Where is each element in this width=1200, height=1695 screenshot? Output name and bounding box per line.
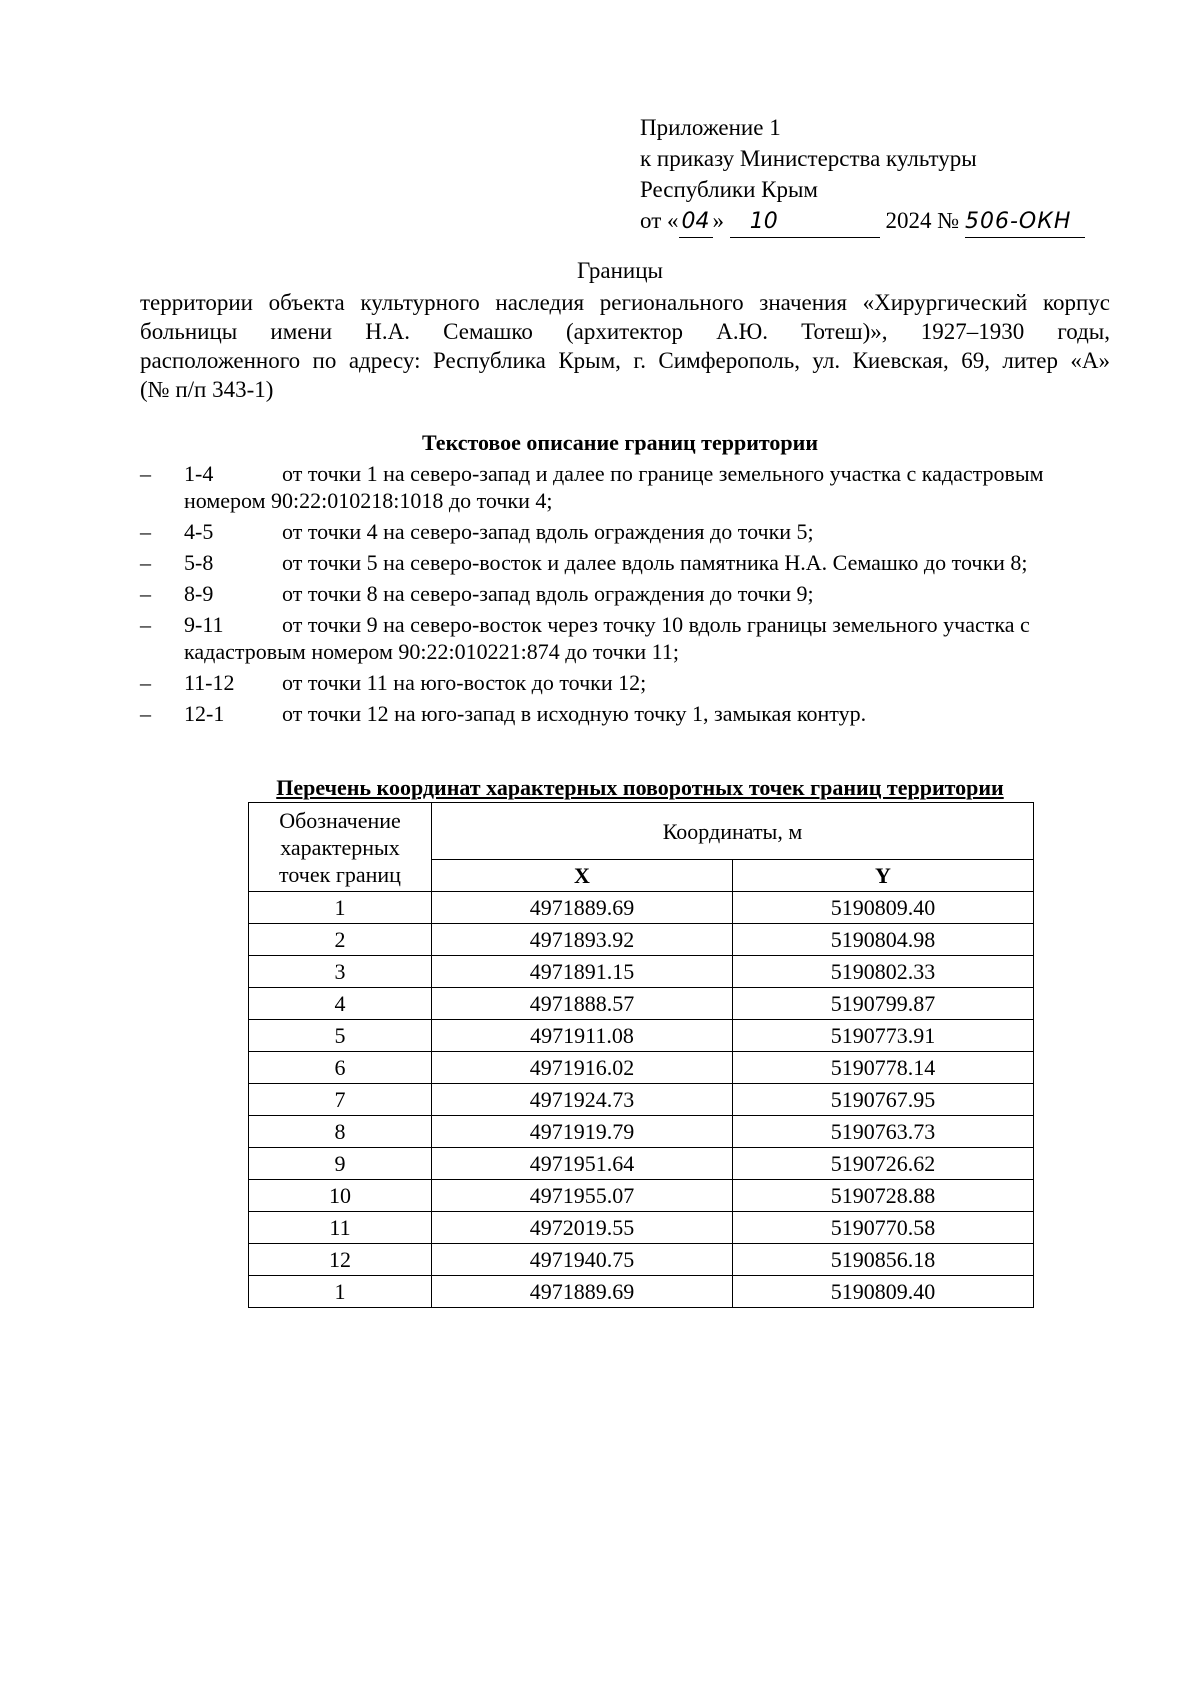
point-cell: 10 bbox=[249, 1180, 432, 1212]
x-cell: 4971919.79 bbox=[432, 1116, 733, 1148]
point-cell: 8 bbox=[249, 1116, 432, 1148]
coordinates-table-title: Перечень координат характерных поворотных точек границ территории bbox=[276, 775, 1004, 800]
boundary-item bbox=[140, 611, 1130, 665]
segment-text: от точки 4 на северо-запад вдоль ограждения до точки 5; bbox=[282, 519, 814, 544]
list-dash: – bbox=[140, 670, 151, 695]
list-dash: – bbox=[140, 581, 151, 606]
y-cell: 5190802.33 bbox=[733, 956, 1034, 988]
segment-label: 5-8 bbox=[184, 550, 214, 575]
segment-label: 11-12 bbox=[184, 670, 235, 695]
y-cell: 5190773.91 bbox=[733, 1020, 1034, 1052]
table-row bbox=[249, 1020, 1034, 1052]
table-row bbox=[249, 1084, 1034, 1116]
y-column-header: Y bbox=[733, 860, 1034, 892]
year-label: 2024 № bbox=[885, 208, 960, 233]
boundary-item bbox=[140, 549, 1130, 576]
point-column-header bbox=[249, 803, 432, 892]
boundary-description-list bbox=[140, 460, 1130, 731]
table-row bbox=[249, 988, 1034, 1020]
x-cell: 4971940.75 bbox=[432, 1244, 733, 1276]
table-row bbox=[249, 924, 1034, 956]
republic-line: Республики Крым bbox=[640, 177, 818, 202]
boundary-item bbox=[140, 460, 1130, 514]
point-header-line: характерных bbox=[280, 834, 400, 860]
y-cell: 5190809.40 bbox=[733, 1276, 1034, 1308]
point-cell: 1 bbox=[249, 1276, 432, 1308]
segment-text: от точки 8 на северо-запад вдоль ограждения до точки 9; bbox=[282, 581, 814, 606]
boundary-item bbox=[140, 669, 1130, 696]
point-cell: 6 bbox=[249, 1052, 432, 1084]
boundary-item bbox=[140, 700, 1130, 727]
table-header-row bbox=[249, 803, 1034, 860]
table-row bbox=[249, 956, 1034, 988]
point-cell: 9 bbox=[249, 1148, 432, 1180]
appendix-label: Приложение 1 bbox=[640, 115, 781, 140]
segment-label: 8-9 bbox=[184, 581, 214, 606]
y-cell: 5190804.98 bbox=[733, 924, 1034, 956]
point-cell: 7 bbox=[249, 1084, 432, 1116]
document-heading: Границы bbox=[577, 258, 663, 283]
x-cell: 4971924.73 bbox=[432, 1084, 733, 1116]
date-day-suffix: » bbox=[712, 208, 724, 233]
segment-label: 12-1 bbox=[184, 701, 225, 726]
point-cell: 3 bbox=[249, 956, 432, 988]
x-cell: 4971889.69 bbox=[432, 892, 733, 924]
y-cell: 5190799.87 bbox=[733, 988, 1034, 1020]
table-row bbox=[249, 1180, 1034, 1212]
point-cell: 11 bbox=[249, 1212, 432, 1244]
coordinates-table bbox=[248, 802, 1034, 1308]
table-row bbox=[249, 1116, 1034, 1148]
point-cell: 5 bbox=[249, 1020, 432, 1052]
segment-text: от точки 12 на юго-запад в исходную точку 1, замыкая контур. bbox=[282, 701, 867, 726]
list-dash: – bbox=[140, 612, 151, 637]
y-cell: 5190778.14 bbox=[733, 1052, 1034, 1084]
x-cell: 4971888.57 bbox=[432, 988, 733, 1020]
order-line: к приказу Министерства культуры bbox=[640, 146, 977, 171]
x-cell: 4971916.02 bbox=[432, 1052, 733, 1084]
coordinates-column-header: Координаты, м bbox=[432, 803, 1034, 860]
table-row bbox=[249, 1212, 1034, 1244]
y-cell: 5190856.18 bbox=[733, 1244, 1034, 1276]
table-row bbox=[249, 1148, 1034, 1180]
boundary-item bbox=[140, 580, 1130, 607]
point-header-line: Обозначение bbox=[279, 807, 401, 833]
y-cell: 5190726.62 bbox=[733, 1148, 1034, 1180]
handwritten-order-number: 506-ОКН bbox=[965, 206, 1085, 238]
date-line bbox=[640, 205, 1100, 238]
table-row bbox=[249, 1276, 1034, 1308]
y-cell: 5190763.73 bbox=[733, 1116, 1034, 1148]
list-dash: – bbox=[140, 701, 151, 726]
object-description-line: больницы имени Н.А. Семашко (архитектор А.Ю. Тотеш)», 1927–1930 годы, bbox=[140, 319, 1110, 344]
description-title: Текстовое описание границ территории bbox=[421, 430, 819, 455]
list-dash: – bbox=[140, 461, 151, 486]
segment-text: от точки 9 на северо-восток через точку 10 вдоль границы земельного участка с кадастровым номером 90:22:010221:874 до точки 11; bbox=[184, 612, 1030, 664]
object-description-line: (№ п/п 343-1) bbox=[140, 377, 274, 402]
segment-text: от точки 11 на юго-восток до точки 12; bbox=[282, 670, 647, 695]
point-cell: 4 bbox=[249, 988, 432, 1020]
x-column-header: X bbox=[432, 860, 733, 892]
object-description-line: территории объекта культурного наследия регионального значения «Хирургический корпус bbox=[140, 290, 1110, 315]
x-cell: 4972019.55 bbox=[432, 1212, 733, 1244]
list-dash: – bbox=[140, 550, 151, 575]
object-description bbox=[140, 288, 1110, 404]
y-cell: 5190809.40 bbox=[733, 892, 1034, 924]
segment-label: 9-11 bbox=[184, 612, 224, 637]
point-header-line: точек границ bbox=[279, 861, 401, 887]
list-dash: – bbox=[140, 519, 151, 544]
y-cell: 5190728.88 bbox=[733, 1180, 1034, 1212]
table-row bbox=[249, 1244, 1034, 1276]
handwritten-day: 04 bbox=[679, 206, 713, 238]
handwritten-month: 10 bbox=[730, 206, 880, 238]
segment-text: от точки 1 на северо-запад и далее по границе земельного участка с кадастровым номером 90:22:010218:1018 до точки 4; bbox=[184, 461, 1044, 513]
date-prefix: от « bbox=[640, 208, 679, 233]
x-cell: 4971951.64 bbox=[432, 1148, 733, 1180]
segment-text: от точки 5 на северо-восток и далее вдоль памятника Н.А. Семашко до точки 8; bbox=[282, 550, 1028, 575]
point-cell: 2 bbox=[249, 924, 432, 956]
x-cell: 4971955.07 bbox=[432, 1180, 733, 1212]
object-description-line: расположенного по адресу: Республика Крым, г. Симферополь, ул. Киевская, 69, литер «А» bbox=[140, 348, 1110, 373]
table-row bbox=[249, 1052, 1034, 1084]
segment-label: 4-5 bbox=[184, 519, 214, 544]
segment-label: 1-4 bbox=[184, 461, 214, 486]
approval-block bbox=[640, 112, 1100, 238]
point-cell: 1 bbox=[249, 892, 432, 924]
y-cell: 5190770.58 bbox=[733, 1212, 1034, 1244]
x-cell: 4971889.69 bbox=[432, 1276, 733, 1308]
x-cell: 4971893.92 bbox=[432, 924, 733, 956]
x-cell: 4971911.08 bbox=[432, 1020, 733, 1052]
point-cell: 12 bbox=[249, 1244, 432, 1276]
boundary-item bbox=[140, 518, 1130, 545]
table-row bbox=[249, 892, 1034, 924]
y-cell: 5190767.95 bbox=[733, 1084, 1034, 1116]
x-cell: 4971891.15 bbox=[432, 956, 733, 988]
